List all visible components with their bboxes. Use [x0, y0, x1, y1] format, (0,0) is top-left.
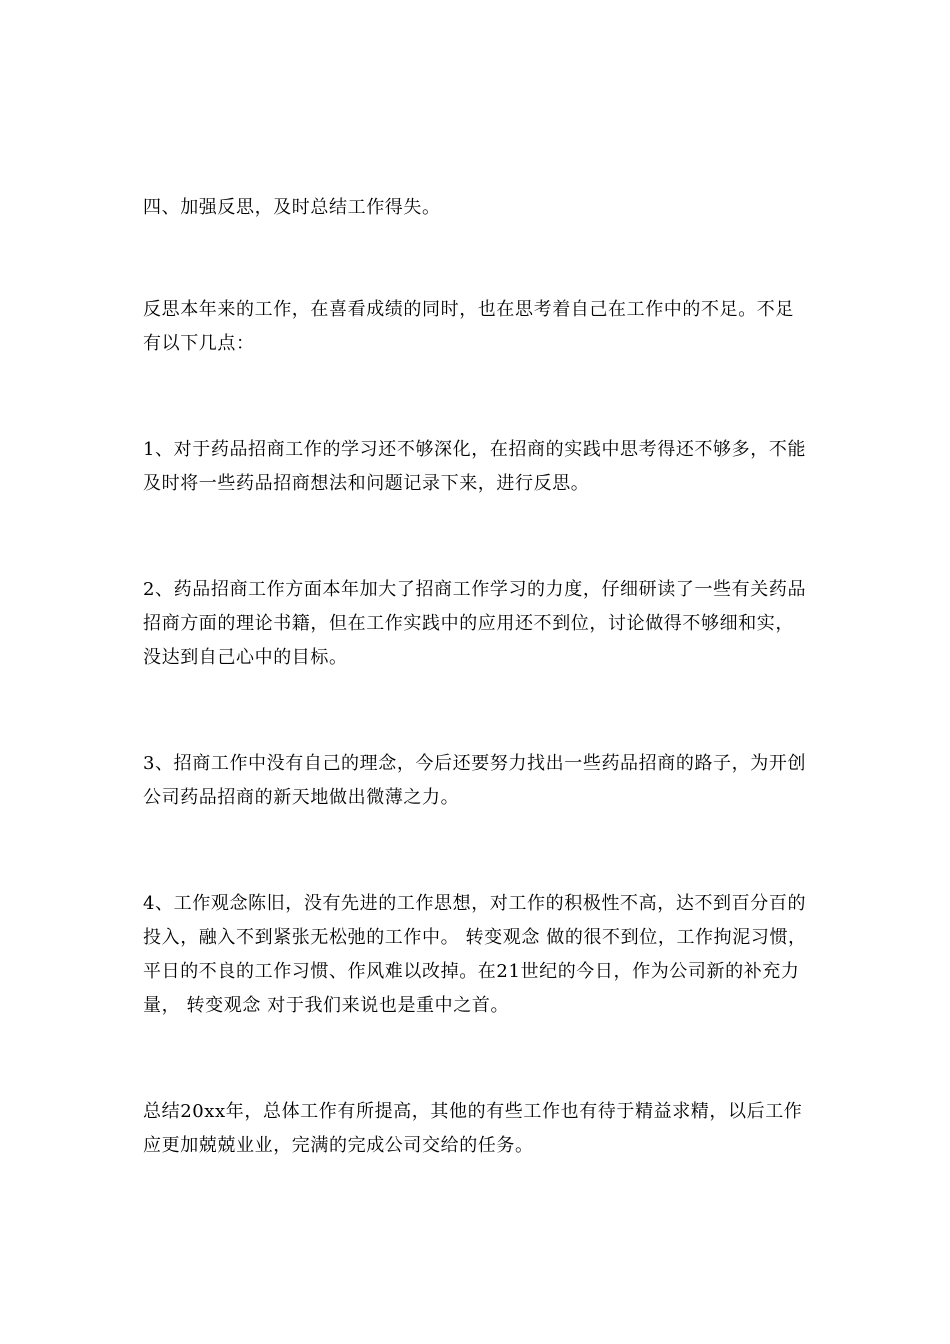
list-item-4: 4、工作观念陈旧，没有先进的工作思想，对工作的积极性不高，达不到百分百的投入，融入不到紧张无松弛的工作中。 转变观念 做的很不到位，工作拘泥习惯，平日的不良的工作习惯、作风难以改掉。在21世纪的今日，作为公司新的补充力量， 转变观念 对于我们来说也是重中之首。 — [143, 893, 807, 1016]
list-item-2: 2、药品招商工作方面本年加大了招商工作学习的力度，仔细研读了一些有关药品招商方面的理论书籍，但在工作实践中的应用还不到位，讨论做得不够细和实，没达到自己心中的目标。 — [143, 579, 807, 668]
paragraph-summary: 总结20xx年，总体工作有所提高，其他的有些工作也有待于精益求精，以后工作应更加兢兢业业，完满的完成公司交给的任务。 — [143, 1101, 803, 1156]
paragraph-intro: 反思本年来的工作，在喜看成绩的同时，也在思考着自己在工作中的不足。不足有以下几点： — [143, 299, 794, 354]
section-heading-reflection: 四、加强反思，及时总结工作得失。 — [143, 197, 441, 218]
list-item-3: 3、招商工作中没有自己的理念，今后还要努力找出一些药品招商的路子，为开创公司药品招商的新天地做出微薄之力。 — [143, 753, 807, 808]
list-item-1: 1、对于药品招商工作的学习还不够深化，在招商的实践中思考得还不够多，不能及时将一些药品招商想法和问题记录下来，进行反思。 — [143, 439, 807, 494]
